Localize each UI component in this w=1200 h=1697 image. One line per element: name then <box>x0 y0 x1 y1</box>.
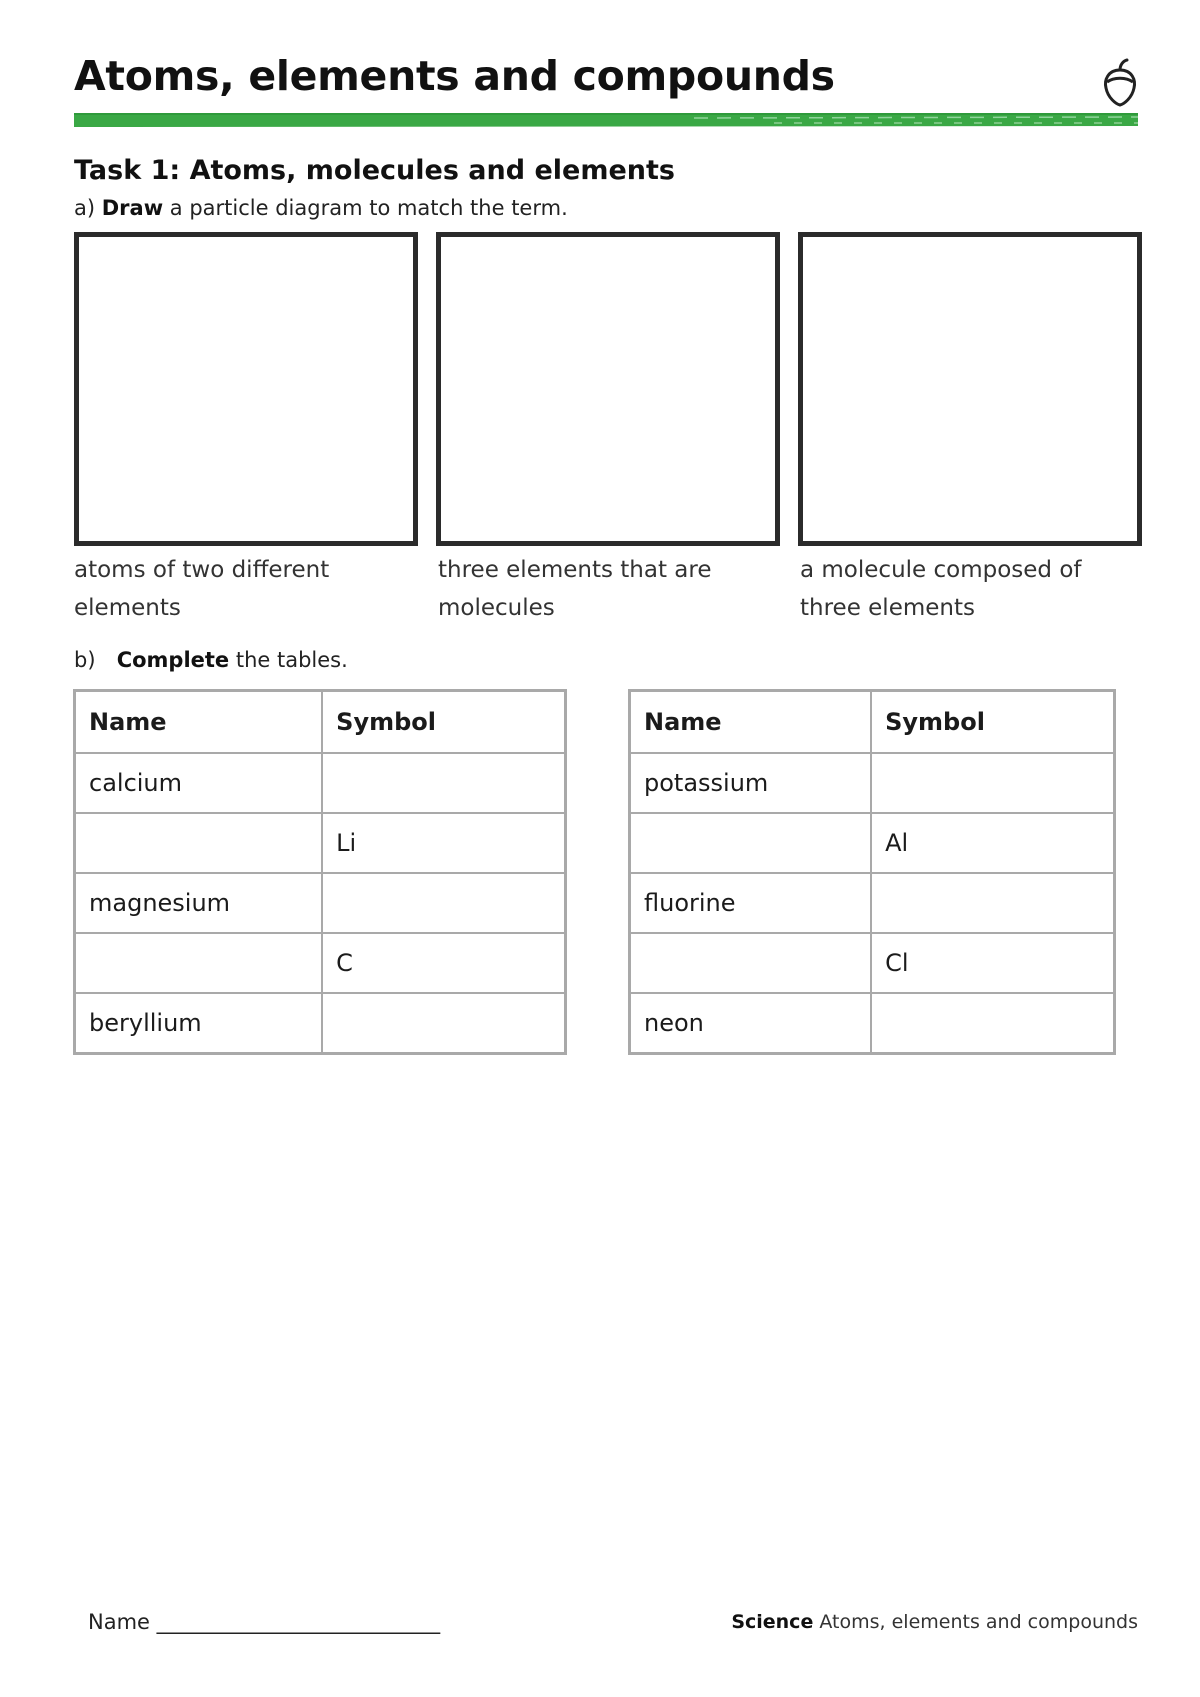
symbol-cell[interactable] <box>322 873 565 933</box>
name-cell[interactable] <box>630 813 871 873</box>
column-header-name: Name <box>75 691 322 753</box>
drawing-box-2[interactable] <box>436 232 780 546</box>
drawing-caption-1: atoms of two different elements <box>74 557 330 621</box>
drawing-caption-2: three elements that are molecules <box>438 557 712 621</box>
footer-subject <box>731 1611 1138 1633</box>
symbol-cell[interactable] <box>322 753 565 813</box>
table-row <box>75 993 565 1053</box>
name-cell[interactable]: calcium <box>75 753 322 813</box>
table-row <box>630 753 1114 813</box>
table-row <box>630 873 1114 933</box>
name-cell[interactable]: potassium <box>630 753 871 813</box>
table-header-row <box>75 691 565 753</box>
symbol-cell[interactable] <box>871 993 1114 1053</box>
instruction-a <box>74 196 568 220</box>
name-cell[interactable] <box>75 933 322 993</box>
name-cell[interactable] <box>630 933 871 993</box>
footer-subject-label: Science <box>731 1611 814 1633</box>
table-row <box>630 933 1114 993</box>
symbol-cell[interactable]: Cl <box>871 933 1114 993</box>
instruction-b-marker: b) <box>74 648 96 672</box>
name-cell[interactable]: magnesium <box>75 873 322 933</box>
task-heading: Task 1: Atoms, molecules and elements <box>74 155 675 186</box>
table-row <box>75 873 565 933</box>
table-header-row <box>630 691 1114 753</box>
symbol-cell[interactable] <box>322 993 565 1053</box>
instruction-a-verb: Draw <box>101 196 164 220</box>
name-cell[interactable]: beryllium <box>75 993 322 1053</box>
table-row <box>75 813 565 873</box>
name-cell[interactable]: fluorine <box>630 873 871 933</box>
instruction-b-text: the tables. <box>235 648 348 672</box>
footer-name-field[interactable]: Name ___________________________ <box>88 1610 441 1634</box>
symbol-cell[interactable]: Li <box>322 813 565 873</box>
symbol-cell[interactable] <box>871 873 1114 933</box>
drawing-box-3[interactable] <box>798 232 1142 546</box>
column-header-symbol: Symbol <box>322 691 565 753</box>
table-row <box>630 993 1114 1053</box>
column-header-symbol: Symbol <box>871 691 1114 753</box>
table-row <box>630 813 1114 873</box>
table-row <box>75 753 565 813</box>
column-header-name: Name <box>630 691 871 753</box>
page-title: Atoms, elements and compounds <box>74 52 835 100</box>
name-cell[interactable] <box>75 813 322 873</box>
drawing-box-1[interactable] <box>74 232 418 546</box>
symbol-cell[interactable]: C <box>322 933 565 993</box>
elements-table-left <box>74 690 566 1054</box>
table-row <box>75 933 565 993</box>
symbol-cell[interactable]: Al <box>871 813 1114 873</box>
instruction-b <box>74 648 348 672</box>
footer-topic: Atoms, elements and compounds <box>819 1611 1138 1633</box>
acorn-icon <box>1098 58 1142 108</box>
symbol-cell[interactable] <box>871 753 1114 813</box>
drawing-caption-3: a molecule composed of three elements <box>800 557 1082 621</box>
instruction-a-marker: a) <box>74 196 96 220</box>
instruction-a-text: a particle diagram to match the term. <box>169 196 568 220</box>
name-cell[interactable]: neon <box>630 993 871 1053</box>
elements-table-right <box>629 690 1115 1054</box>
header-brush-stroke <box>74 111 1138 129</box>
instruction-b-verb: Complete <box>116 648 230 672</box>
